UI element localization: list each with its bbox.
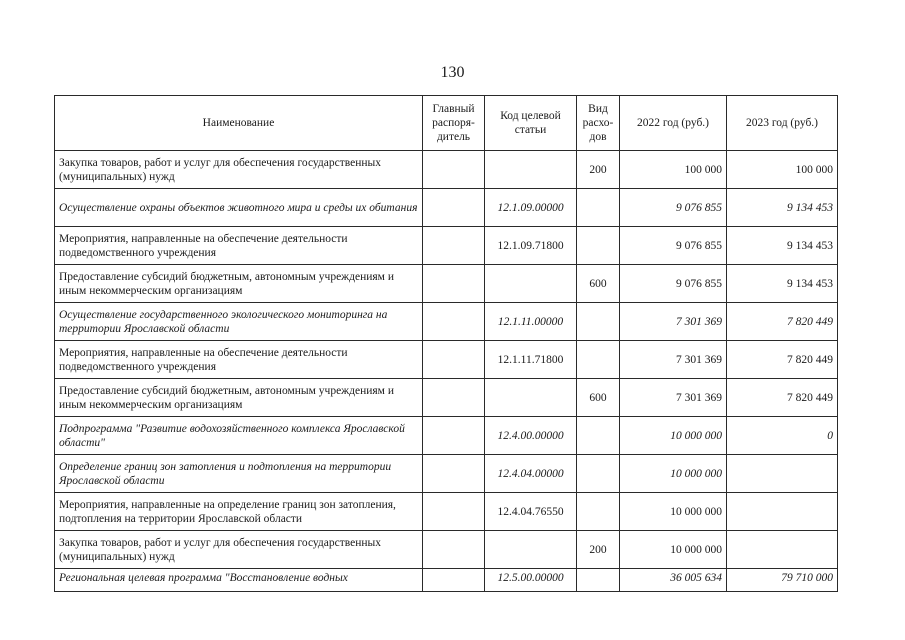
row-target-code: 12.1.09.71800 xyxy=(485,227,577,265)
row-expense-type xyxy=(577,455,620,493)
row-amount-2022: 36 005 634 xyxy=(620,569,727,592)
row-amount-2022: 7 301 369 xyxy=(620,379,727,417)
row-chief-manager xyxy=(423,189,485,227)
header-year-2023: 2023 год (руб.) xyxy=(727,96,838,151)
row-amount-2023 xyxy=(727,455,838,493)
row-expense-type: 600 xyxy=(577,379,620,417)
budget-table xyxy=(54,95,838,592)
row-name: Мероприятия, направленные на обеспечение деятельности подведомственного учреждения xyxy=(55,341,423,379)
header-chief-manager: Главный распоря-дитель xyxy=(423,96,485,151)
row-name: Закупка товаров, работ и услуг для обеспечения государственных (муниципальных) нужд xyxy=(55,151,423,189)
row-amount-2022: 10 000 000 xyxy=(620,455,727,493)
table-row xyxy=(55,227,838,265)
table-row xyxy=(55,303,838,341)
row-target-code xyxy=(485,151,577,189)
row-amount-2022: 7 301 369 xyxy=(620,341,727,379)
row-name: Региональная целевая программа "Восстановление водных xyxy=(55,569,423,592)
table-row xyxy=(55,265,838,303)
row-chief-manager xyxy=(423,379,485,417)
header-name: Наименование xyxy=(55,96,423,151)
row-amount-2023: 100 000 xyxy=(727,151,838,189)
row-amount-2022: 10 000 000 xyxy=(620,493,727,531)
row-target-code: 12.4.04.00000 xyxy=(485,455,577,493)
table-row xyxy=(55,151,838,189)
page-number: 130 xyxy=(440,64,465,81)
row-chief-manager xyxy=(423,569,485,592)
row-chief-manager xyxy=(423,417,485,455)
row-name: Подпрограмма "Развитие водохозяйственного комплекса Ярославской области" xyxy=(55,417,423,455)
header-target-code: Код целевой статьи xyxy=(485,96,577,151)
row-amount-2023 xyxy=(727,493,838,531)
row-amount-2023: 7 820 449 xyxy=(727,303,838,341)
row-expense-type xyxy=(577,569,620,592)
row-target-code xyxy=(485,531,577,569)
row-target-code xyxy=(485,265,577,303)
row-target-code: 12.1.11.71800 xyxy=(485,341,577,379)
row-target-code: 12.5.00.00000 xyxy=(485,569,577,592)
row-chief-manager xyxy=(423,341,485,379)
row-chief-manager xyxy=(423,303,485,341)
row-name: Определение границ зон затопления и подтопления на территории Ярославской области xyxy=(55,455,423,493)
row-amount-2023: 79 710 000 xyxy=(727,569,838,592)
row-chief-manager xyxy=(423,265,485,303)
row-name: Мероприятия, направленные на определение границ зон затопления, подтопления на территории Ярославской области xyxy=(55,493,423,531)
row-expense-type xyxy=(577,303,620,341)
row-name: Закупка товаров, работ и услуг для обеспечения государственных (муниципальных) нужд xyxy=(55,531,423,569)
row-name: Осуществление государственного экологического мониторинга на территории Ярославской области xyxy=(55,303,423,341)
row-target-code: 12.4.00.00000 xyxy=(485,417,577,455)
header-year-2022: 2022 год (руб.) xyxy=(620,96,727,151)
row-expense-type: 200 xyxy=(577,151,620,189)
row-target-code: 12.4.04.76550 xyxy=(485,493,577,531)
row-amount-2022: 9 076 855 xyxy=(620,227,727,265)
table-row xyxy=(55,531,838,569)
table-row xyxy=(55,493,838,531)
row-name: Мероприятия, направленные на обеспечение деятельности подведомственного учреждения xyxy=(55,227,423,265)
row-amount-2023: 7 820 449 xyxy=(727,379,838,417)
row-name: Предоставление субсидий бюджетным, автономным учреждениям и иным некоммерческим организациям xyxy=(55,379,423,417)
row-expense-type: 600 xyxy=(577,265,620,303)
row-amount-2022: 7 301 369 xyxy=(620,303,727,341)
row-name: Осуществление охраны объектов животного мира и среды их обитания xyxy=(55,189,423,227)
row-amount-2022: 10 000 000 xyxy=(620,531,727,569)
row-amount-2023: 9 134 453 xyxy=(727,265,838,303)
table-row xyxy=(55,341,838,379)
row-amount-2022: 9 076 855 xyxy=(620,189,727,227)
row-expense-type xyxy=(577,341,620,379)
row-expense-type xyxy=(577,227,620,265)
row-amount-2023: 7 820 449 xyxy=(727,341,838,379)
row-amount-2022: 9 076 855 xyxy=(620,265,727,303)
header-expense-type: Вид расхо-дов xyxy=(577,96,620,151)
row-amount-2023 xyxy=(727,531,838,569)
row-expense-type xyxy=(577,417,620,455)
table-row xyxy=(55,379,838,417)
row-chief-manager xyxy=(423,493,485,531)
table-row xyxy=(55,569,838,592)
row-target-code: 12.1.11.00000 xyxy=(485,303,577,341)
row-expense-type: 200 xyxy=(577,531,620,569)
row-target-code xyxy=(485,379,577,417)
table-row xyxy=(55,417,838,455)
row-chief-manager xyxy=(423,455,485,493)
row-amount-2023: 0 xyxy=(727,417,838,455)
table-row xyxy=(55,455,838,493)
row-name: Предоставление субсидий бюджетным, автономным учреждениям и иным некоммерческим организациям xyxy=(55,265,423,303)
row-expense-type xyxy=(577,189,620,227)
table-row xyxy=(55,189,838,227)
row-amount-2023: 9 134 453 xyxy=(727,227,838,265)
row-amount-2023: 9 134 453 xyxy=(727,189,838,227)
row-expense-type xyxy=(577,493,620,531)
row-amount-2022: 100 000 xyxy=(620,151,727,189)
row-chief-manager xyxy=(423,227,485,265)
row-chief-manager xyxy=(423,151,485,189)
row-amount-2022: 10 000 000 xyxy=(620,417,727,455)
row-chief-manager xyxy=(423,531,485,569)
table-header-row xyxy=(55,96,838,151)
row-target-code: 12.1.09.00000 xyxy=(485,189,577,227)
